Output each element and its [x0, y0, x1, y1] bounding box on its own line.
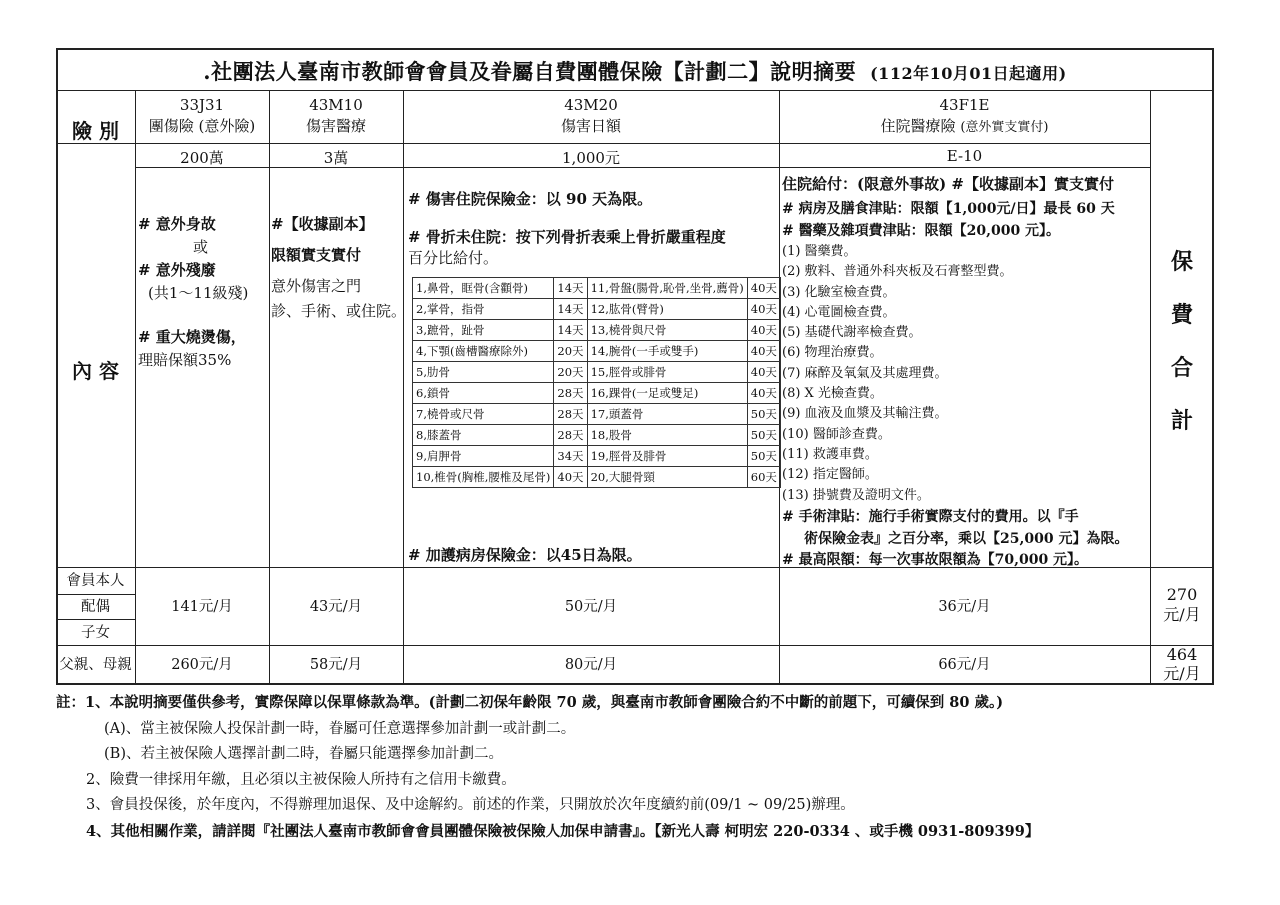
- fracture-days: 14天: [554, 278, 587, 299]
- fracture-row: [413, 278, 781, 299]
- fracture-name: 8,膝蓋骨: [413, 425, 554, 446]
- note-3: 3、會員投保後，於年度內，不得辦理加退保、及中途解約。前述的作業，只開放於次年度續約前(09/1 ~ 09/25)辦理。: [86, 797, 855, 813]
- premium-member: 43元/月: [309, 599, 363, 615]
- fracture-row: [413, 425, 781, 446]
- fracture-name: 7,橈骨或尺骨: [413, 404, 554, 425]
- expense-item: (6) 物理治療費。: [782, 345, 883, 361]
- premium-parents: 260元/月: [171, 657, 233, 673]
- fracture-name: 6,鎖骨: [413, 383, 554, 404]
- rule: [56, 619, 135, 620]
- fracture-row: [413, 299, 781, 320]
- fracture-name: 18,股骨: [587, 425, 747, 446]
- expense-item: (11) 救護車費。: [782, 446, 878, 462]
- total-member: 270 元/月: [1163, 585, 1201, 624]
- fracture-days: 40天: [747, 383, 780, 404]
- fracture-days: 28天: [554, 425, 587, 446]
- plan-code: 43F1E: [939, 96, 990, 114]
- row-label-child: 子女: [81, 625, 110, 641]
- fracture-row: [413, 404, 781, 425]
- row-label-content: 內 容: [72, 359, 119, 383]
- plan-name: 傷害醫療: [305, 117, 366, 135]
- footnotes: [56, 690, 1256, 845]
- fracture-days: 40天: [747, 362, 780, 383]
- rule: [56, 645, 1214, 646]
- fracture-days: 40天: [747, 299, 780, 320]
- total-label: 保 費 合 計: [1170, 249, 1193, 434]
- rule: [56, 90, 1214, 91]
- fracture-row: [413, 383, 781, 404]
- fracture-name: 17,頭蓋骨: [587, 404, 747, 425]
- fracture-name: 11,骨盤(腸骨,恥骨,坐骨,薦骨): [587, 278, 747, 299]
- fracture-name: 12,肱骨(臂骨): [587, 299, 747, 320]
- fracture-name: 14,腕骨(一手或雙手): [587, 341, 747, 362]
- icu-benefit: # 加護病房保險金：以45日為限。: [408, 546, 642, 564]
- fracture-days: 20天: [554, 362, 587, 383]
- expense-list: [782, 242, 1150, 506]
- fracture-days: 28天: [554, 383, 587, 404]
- fracture-name: 20,大腿骨頸: [587, 467, 747, 488]
- col3-content: # 傷害住院保險金：以 90 天為限。 # 骨折未住院：按下列骨折表乘上骨折嚴重程度 百分比給付。: [408, 190, 726, 267]
- premium-parents: 58元/月: [309, 657, 363, 673]
- fracture-table: [412, 277, 781, 488]
- plan-header-1: [135, 95, 269, 137]
- fracture-name: 1,鼻骨，眶骨(含顴骨): [413, 278, 554, 299]
- expense-item: (8) X 光檢查費。: [782, 386, 883, 402]
- plan-name-note: (意外實支實付): [960, 120, 1049, 135]
- fracture-name: 15,脛骨或腓骨: [587, 362, 747, 383]
- fracture-days: 28天: [554, 404, 587, 425]
- fracture-days: 50天: [747, 425, 780, 446]
- plan-name: 住院醫療險: [880, 117, 956, 135]
- premium-member: 141元/月: [171, 599, 233, 615]
- fracture-name: 2,掌骨，指骨: [413, 299, 554, 320]
- fracture-days: 50天: [747, 446, 780, 467]
- row-label-parents: 父親、母親: [59, 657, 132, 673]
- note-4: 4、其他相關作業，請詳閱『社團法人臺南市教師會會員團體保險被保險人加保申請書』。【新光人壽 柯明宏 220-0334 、或手機 0931-809399】: [86, 822, 1040, 840]
- fracture-days: 50天: [747, 404, 780, 425]
- fracture-row: [413, 446, 781, 467]
- fracture-name: 3,蹠骨，趾骨: [413, 320, 554, 341]
- fracture-name: 13,橈骨與尺骨: [587, 320, 747, 341]
- fracture-days: 34天: [554, 446, 587, 467]
- fracture-days: 40天: [747, 341, 780, 362]
- plan-header-4: [779, 95, 1150, 138]
- row-label-type: 險 別: [72, 119, 119, 143]
- fracture-row: [413, 362, 781, 383]
- plan-code: 43M20: [564, 96, 618, 114]
- col2-content: #【收據副本】 限額實支實付 意外傷害之門 診、手術、或住院。: [271, 215, 407, 320]
- fracture-days: 60天: [747, 467, 780, 488]
- premium-parents: 66元/月: [938, 657, 991, 673]
- expense-item: (3) 化驗室檢查費。: [782, 284, 896, 300]
- plan-code: 43M10: [309, 96, 363, 114]
- note-2: 2、險費一律採用年繳，且必須以主被保險人所持有之信用卡繳費。: [86, 771, 516, 788]
- fracture-days: 40天: [554, 467, 587, 488]
- rule: [269, 90, 270, 685]
- fracture-row: [413, 467, 781, 488]
- expense-item: (5) 基礎代謝率檢查費。: [782, 325, 922, 341]
- fracture-days: 40天: [747, 278, 780, 299]
- note-1b: (B)、若主被保險人選擇計劃二時，眷屬只能選擇參加計劃二。: [104, 746, 503, 762]
- rule: [56, 143, 1150, 144]
- fracture-days: 14天: [554, 320, 587, 341]
- premium-parents: 80元/月: [564, 657, 618, 673]
- rule: [56, 594, 135, 595]
- rule: [135, 90, 136, 685]
- fracture-name: 5,肋骨: [413, 362, 554, 383]
- rule: [403, 90, 404, 685]
- fracture-row: [413, 341, 781, 362]
- fracture-row: [413, 320, 781, 341]
- total-parents: 464 元/月: [1163, 645, 1201, 683]
- expense-item: (2) 敷料、普通外科夾板及石膏整型費。: [782, 264, 1013, 280]
- fracture-name: 4,下顎(齒槽醫療除外): [413, 341, 554, 362]
- plan-header-3: [403, 95, 779, 137]
- fracture-name: 16,踝骨(一足或雙足): [587, 383, 747, 404]
- fracture-name: 19,脛骨及腓骨: [587, 446, 747, 467]
- fracture-days: 20天: [554, 341, 587, 362]
- fracture-days: 40天: [747, 320, 780, 341]
- col1-content: # 意外身故 或 # 意外殘廢 (共1～11級殘) # 重大燒燙傷， 理賠保額35%: [138, 215, 249, 369]
- row-label-spouse: 配偶: [81, 599, 110, 615]
- expense-item: (1) 醫藥費。: [782, 244, 857, 259]
- note-1a: (A)、當主被保險人投保計劃一時，眷屬可任意選擇參加計劃一或計劃二。: [104, 720, 576, 737]
- plan-amount: 200萬: [180, 149, 224, 167]
- expense-item: (12) 指定醫師。: [782, 467, 878, 483]
- plan-amount: 3萬: [323, 149, 349, 167]
- expense-item: (10) 醫師診查費。: [782, 426, 891, 442]
- page-title: .社團法人臺南市教師會會員及眷屬自費團體保險【計劃二】說明摘要 (112年10月01日起適用): [203, 59, 1067, 84]
- note-1: 註：1、本說明摘要僅供參考，實際保障以保單條款為準。(計劃二初保年齡限 70 歲，與臺南市教師會團險合約不中斷的前題下，可續保到 80 歲。): [56, 694, 1004, 711]
- plan-name: 傷害日額: [560, 117, 621, 135]
- row-label-member: 會員本人: [66, 573, 125, 589]
- plan-code: 33J31: [179, 96, 225, 114]
- expense-item: (4) 心電圖檢查費。: [782, 304, 896, 320]
- plan-amount: 1,000元: [562, 149, 620, 167]
- plan-name: 團傷險 (意外險): [148, 117, 256, 135]
- fracture-name: 10,椎骨(胸椎,腰椎及尾骨): [413, 467, 554, 488]
- plan-amount: E-10: [946, 147, 983, 165]
- expense-item: (13) 掛號費及證明文件。: [782, 487, 930, 503]
- col4-content: 住院給付：(限意外事故) #【收據副本】實支實付 # 病房及膳食津貼：限額【1,000元/日】最長 60 天 # 醫藥及雜項費津貼：限額【20,000 元】。 (1) 醫藥費。 (2) 敷料、普通外科夾板及石膏整型費。 (3) 化驗室檢查費。 (4) 心電圖檢查費。 (5) 基礎代謝率檢查費。 (6) 物理治療費。 (7) 麻醉及氧氣及其處理費。 (8) X 光檢查費。 (9) 血液及血漿及其輸注費。 (10) 醫師診查費。 (11) 救護車費。 (12) 指定醫師。 (13) 掛號費及證明文件。 # 手術津貼：施行手術實際支付的費用。以『手 術保險金表』之百分率，乘以【25,000 元】為限。 # 最高限額：每一次事故限額為【70,000 元】。: [782, 174, 1150, 572]
- premium-member: 36元/月: [938, 599, 991, 615]
- expense-item: (7) 麻醉及氧氣及其處理費。: [782, 365, 948, 381]
- plan-header-2: [269, 95, 403, 137]
- fracture-days: 14天: [554, 299, 587, 320]
- fracture-name: 9,肩胛骨: [413, 446, 554, 467]
- expense-item: (9) 血液及血漿及其輸注費。: [782, 406, 948, 422]
- premium-member: 50元/月: [564, 599, 618, 615]
